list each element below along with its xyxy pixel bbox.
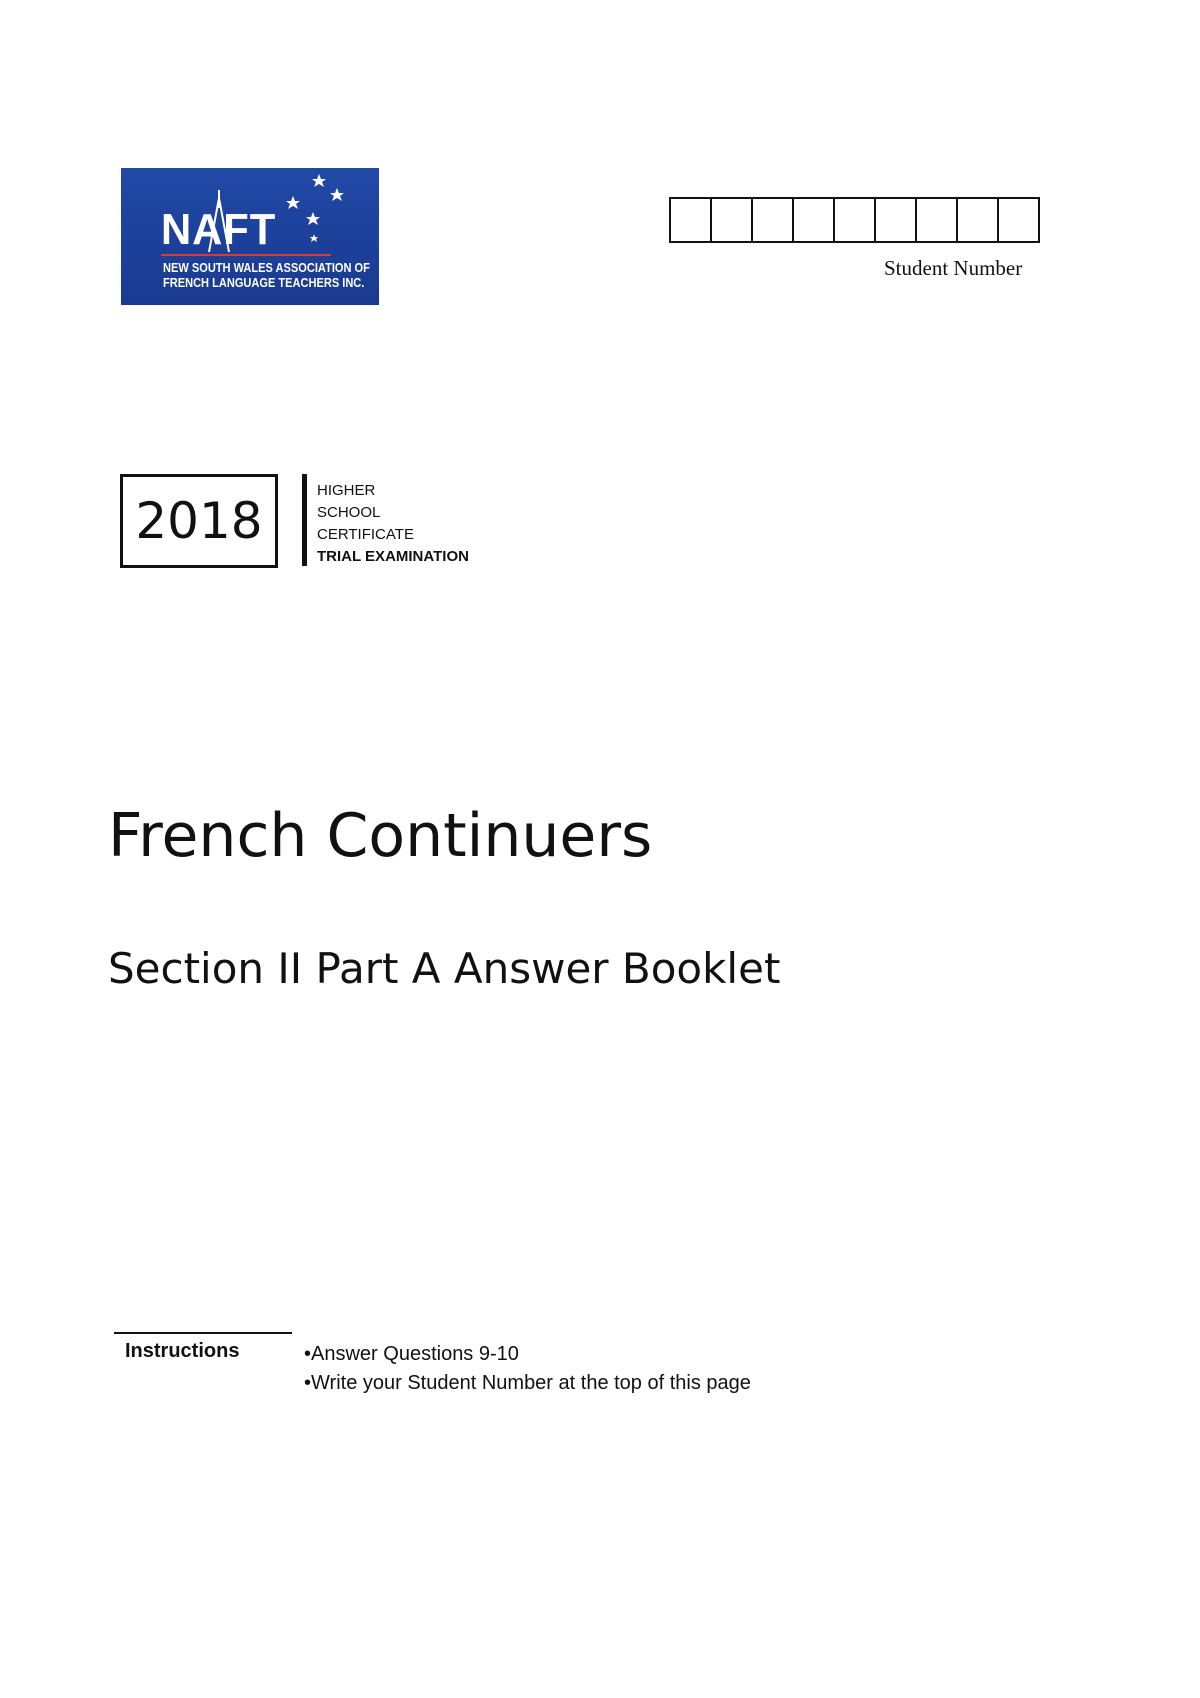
student-number-label: Student Number [884,256,1023,280]
student-number-box[interactable] [794,199,835,241]
divider [302,474,307,566]
student-number-box[interactable] [712,199,753,241]
star-icon [286,196,300,209]
student-number-box[interactable] [958,199,999,241]
student-number-box[interactable] [753,199,794,241]
exam-type-line: SCHOOL [317,504,381,521]
logo-subtitle-line: FRENCH LANGUAGE TEACHERS INC. [163,275,365,290]
student-number-boxes [669,197,1040,243]
list-item: • Write your Student Number at the top of this page [304,1369,751,1398]
instructions-list [304,1340,751,1398]
exam-type-line: TRIAL EXAMINATION [317,548,469,565]
exam-year: 2018 [120,474,278,568]
student-number-box[interactable] [835,199,876,241]
page-subtitle: Section II Part A Answer Booklet [108,944,781,993]
student-number-box[interactable] [671,199,712,241]
logo-subtitle-line: NEW SOUTH WALES ASSOCIATION OF [163,260,370,275]
student-number-box[interactable] [917,199,958,241]
page-title: French Continuers [108,801,653,871]
student-number-box[interactable] [876,199,917,241]
star-icon [306,212,320,225]
naft-logo [121,168,379,305]
star-icon [330,188,344,201]
exam-type-line: HIGHER [317,482,376,499]
exam-type [317,480,469,568]
star-icon [310,234,318,242]
exam-type-line: CERTIFICATE [317,526,414,543]
divider [114,1332,292,1334]
logo-subtitle [163,260,370,290]
instructions-label: Instructions [125,1340,240,1362]
logo-name: NAFT [161,205,277,254]
student-number-box[interactable] [999,199,1040,241]
list-item: • Answer Questions 9-10 [304,1340,751,1369]
star-icon [312,174,326,187]
